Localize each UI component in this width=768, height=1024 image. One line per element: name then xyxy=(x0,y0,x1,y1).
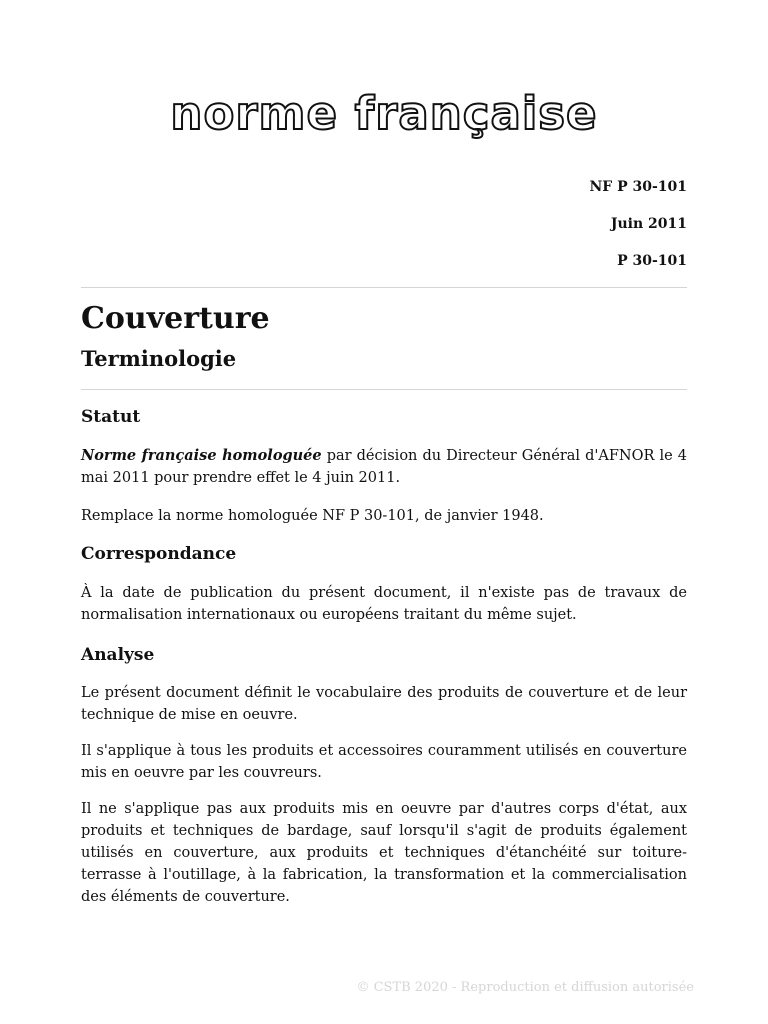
section-heading-analyse: Analyse xyxy=(81,645,155,665)
document-title: Couverture xyxy=(81,301,270,336)
analyse-paragraph-1: Le présent document définit le vocabulaire des produits de couverture et de leur technique de mise en oeuvre. xyxy=(81,685,687,723)
copyright-watermark: © CSTB 2020 - Reproduction et diffusion autorisée xyxy=(356,980,694,995)
statut-emphasis: Norme française homologuée xyxy=(81,447,322,464)
publication-date: Juin 2011 xyxy=(610,216,687,232)
divider-title xyxy=(81,389,687,390)
document-subtitle: Terminologie xyxy=(81,346,237,371)
document-page xyxy=(81,0,687,1024)
statut-paragraph-1 xyxy=(81,445,687,489)
section-heading-statut: Statut xyxy=(81,407,141,427)
statut-paragraph-1-text: par décision du Directeur Général d'AFNOR le 4 mai 2011 pour prendre effet le 4 juin 2011. xyxy=(81,448,688,486)
brand-logo-text: norme française xyxy=(170,87,598,140)
statut-paragraph-2: Remplace la norme homologuée NF P 30-101, de janvier 1948. xyxy=(81,508,544,524)
correspondance-paragraph-1: À la date de publication du présent document, il n'existe pas de travaux de normalisation internationaux ou européens traitant du même sujet. xyxy=(81,585,687,623)
standard-code: NF P 30-101 xyxy=(589,179,687,195)
analyse-paragraph-2: Il s'applique à tous les produits et accessoires couramment utilisés en couverture mis en oeuvre par les couvreurs. xyxy=(81,743,687,781)
section-heading-correspondance: Correspondance xyxy=(81,544,237,564)
divider-top xyxy=(81,287,687,288)
classification-index: P 30-101 xyxy=(617,253,687,269)
analyse-paragraph-3: Il ne s'applique pas aux produits mis en oeuvre par d'autres corps d'état, aux produits et techniques de bardage, sauf lorsqu'il s'agit de produits également utilisés en couverture, aux produits et techniques d'étanchéité sur toiture-terrasse à l'outillage, à la fabrication, la transformation et la commercialisation des éléments de couverture. xyxy=(81,801,687,905)
